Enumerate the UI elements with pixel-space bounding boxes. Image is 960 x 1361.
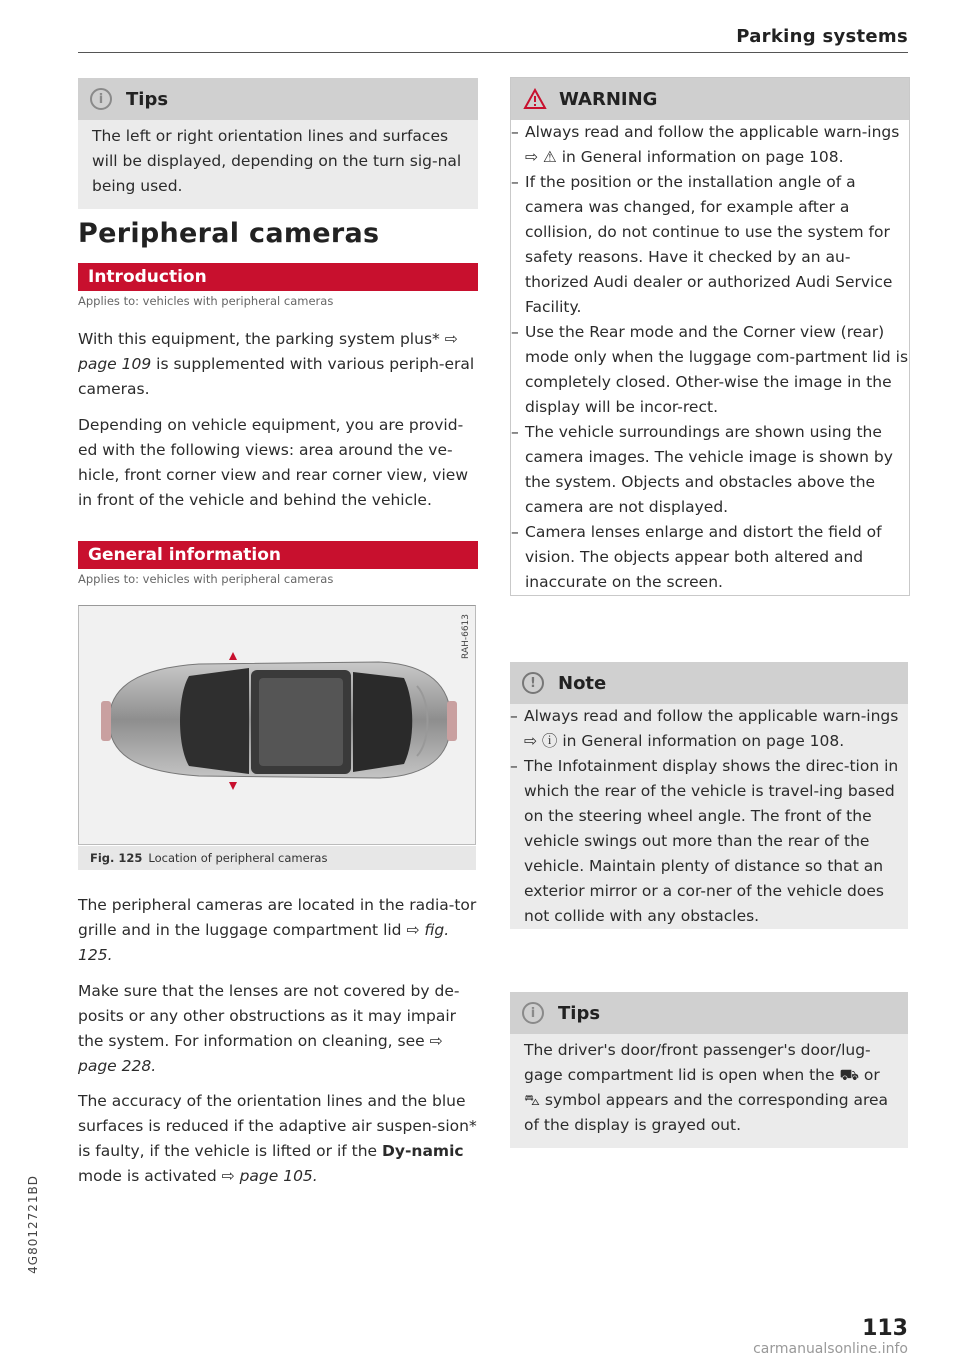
left-tips-box <box>78 78 478 209</box>
watermark: carmanualsonline.info <box>753 1341 908 1357</box>
general-p1-text: The peripheral cameras are located in the radia-tor grille and in the luggage compartment lid <box>78 896 477 939</box>
warning-item: – If the position or the installation angle of a camera was changed, for example after a collision, do not continue to use the system for safety reasons. Have it checked by an au-thorized Audi dealer or authorized Audi Service Facility. <box>511 170 909 320</box>
warning-item: – Use the Rear mode and the Corner view (rear) mode only when the luggage com-partment lid is completely closed. Other-wise the image in the display will be incor-rect. <box>511 320 909 420</box>
figure-label: Fig. 125 <box>90 851 143 865</box>
note-box <box>510 662 908 929</box>
intro-p1-text-end: is supplemented with various periph-eral cameras. <box>78 355 475 398</box>
document-code: 4G8012721BD <box>26 1175 40 1274</box>
note-title: Note <box>558 672 607 694</box>
warning-title: WARNING <box>559 88 658 110</box>
info-icon: i <box>522 1002 544 1024</box>
figure-peripheral-cameras <box>78 605 476 845</box>
info-icon: i <box>90 88 112 110</box>
general-paragraph-1 <box>78 893 478 968</box>
figure-caption-text: Location of peripheral cameras <box>148 851 328 865</box>
rear-camera-marker <box>229 782 237 790</box>
note-item: – Always read and follow the applicable warn-ings ⇨ ⓘ in General information on page 108. <box>510 704 908 754</box>
right-tips-title: Tips <box>558 1002 601 1024</box>
warning-item: – The vehicle surroundings are shown using the camera images. The vehicle image is shown by the system. Objects and obstacles above the camera are not displayed. <box>511 420 909 520</box>
warning-item: – Always read and follow the applicable warn-ings ⇨ ⚠ in General information on page 108. <box>511 120 909 170</box>
introduction-applies: Applies to: vehicles with peripheral cameras <box>78 294 334 308</box>
front-camera-marker <box>229 652 237 660</box>
introduction-paragraph-1 <box>78 327 478 402</box>
figure-code: RAH-6613 <box>461 614 471 659</box>
car-top-view-illustration <box>79 606 475 844</box>
general-p3-text: The accuracy of the orientation lines and the blue surfaces is reduced if the adaptive air suspen-sion* is faulty, if the vehicle is lifted or if the <box>78 1092 477 1160</box>
right-tips-body: The driver's door/front passenger's door/lug-gage compartment lid is open when the ⛟ or ⛍ symbol appears and the corresponding area of the display is grayed out. <box>524 1041 889 1134</box>
general-paragraph-2 <box>78 979 478 1079</box>
general-p3-dynamic: Dy-namic <box>382 1142 464 1160</box>
running-header: Parking systems <box>736 26 908 47</box>
general-information-heading: General information <box>78 541 478 569</box>
introduction-paragraph-2: Depending on vehicle equipment, you are provid-ed with the following views: area around the ve-hicle, front corner view and rear corner view, view in front of the vehicle and behind the vehicle. <box>78 416 468 509</box>
intro-p1-text: With this equipment, the parking system plus* <box>78 330 445 348</box>
introduction-heading: Introduction <box>78 263 478 291</box>
right-tips-box <box>510 992 908 1148</box>
warning-list <box>511 120 909 595</box>
warning-box <box>510 77 910 596</box>
note-header <box>510 662 908 704</box>
general-p2-text: Make sure that the lenses are not covered by de-posits or any other obstructions as it may impair the system. For information on cleaning, see <box>78 982 460 1050</box>
warning-item: – Camera lenses enlarge and distort the field of vision. The objects appear both altered and inaccurate on the screen. <box>511 520 909 595</box>
general-p3-page-link[interactable]: ⇨ page 105. <box>221 1167 318 1185</box>
figure-caption <box>78 846 476 870</box>
left-tips-header <box>78 78 478 120</box>
left-tips-title: Tips <box>126 88 169 110</box>
left-tips-body: The left or right orientation lines and surfaces will be displayed, depending on the turn sig-nal being used. <box>92 127 462 195</box>
exclamation-circle-icon: ! <box>522 672 544 694</box>
general-information-applies: Applies to: vehicles with peripheral cameras <box>78 572 334 586</box>
general-p3-text-end: mode is activated <box>78 1167 222 1185</box>
warning-triangle-icon <box>523 88 547 110</box>
warning-header <box>511 78 909 120</box>
section-title: Peripheral cameras <box>78 218 380 249</box>
intro-p1-page-link[interactable]: ⇨ page 109 <box>78 330 458 373</box>
right-tips-header <box>510 992 908 1034</box>
general-p1-figure-link[interactable]: ⇨ fig. 125. <box>78 921 450 964</box>
general-p2-page-link[interactable]: ⇨ page 228. <box>78 1032 443 1075</box>
note-list <box>510 704 908 929</box>
general-paragraph-3 <box>78 1089 478 1189</box>
header-rule <box>78 52 908 53</box>
note-item: – The Infotainment display shows the direc-tion in which the rear of the vehicle is travel-ing based on the steering wheel angle. The front of the vehicle swings out more than the rear of the vehicle. Maintain plenty of distance so that an exterior mirror or a cor-ner of the vehicle does not collide with any obstacles. <box>510 754 908 929</box>
page-number: 113 <box>862 1316 908 1341</box>
